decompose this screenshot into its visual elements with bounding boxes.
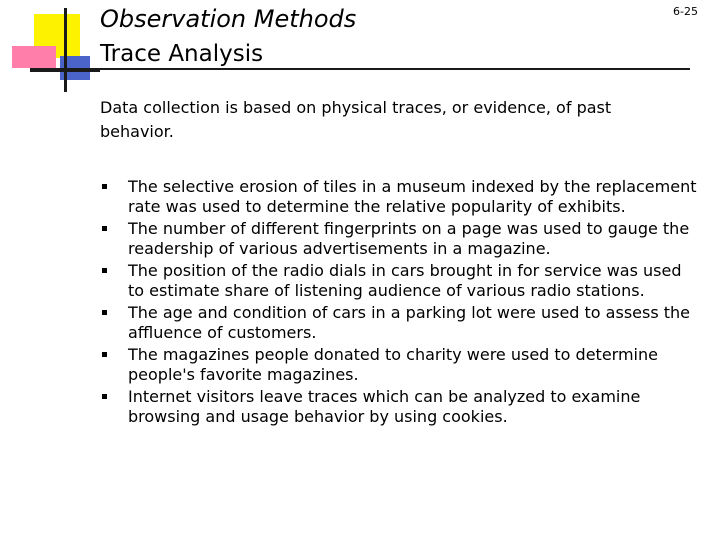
bullet-item [100,261,700,301]
intro-paragraph: Data collection is based on physical traces, or evidence, of past behavior. [100,98,612,141]
slide-title: Observation Methods [100,5,357,33]
bullet-text: Internet visitors leave traces which can be analyzed to examine browsing and usage behavior by using cookies. [128,387,641,426]
bullet-item [100,345,700,385]
bullet-text: The age and condition of cars in a parking lot were used to assess the affluence of customers. [128,303,691,342]
bullet-list [100,177,700,429]
square-bullet-icon [102,394,107,399]
bullet-text: The magazines people donated to charity were used to determine people's favorite magazines. [128,345,658,384]
page-number: 6-25 [673,5,698,18]
decorative-pink-square [12,46,56,68]
square-bullet-icon [102,184,107,189]
bullet-text: The position of the radio dials in cars brought in for service was used to estimate share of listening audience of various radio stations. [128,261,682,300]
decorative-vertical-rule [64,8,67,92]
bullet-text: The number of different fingerprints on a page was used to gauge the readership of various advertisements in a magazine. [128,219,690,258]
slide-subtitle: Trace Analysis [100,41,264,67]
square-bullet-icon [102,310,107,315]
bullet-item [100,387,700,427]
bullet-item [100,177,700,217]
square-bullet-icon [102,226,107,231]
square-bullet-icon [102,268,107,273]
bullet-item [100,303,700,343]
bullet-item [100,219,700,259]
header-divider-accent [30,70,100,72]
square-bullet-icon [102,352,107,357]
bullet-text: The selective erosion of tiles in a museum indexed by the replacement rate was used to determine the relative popularity of exhibits. [128,177,697,216]
